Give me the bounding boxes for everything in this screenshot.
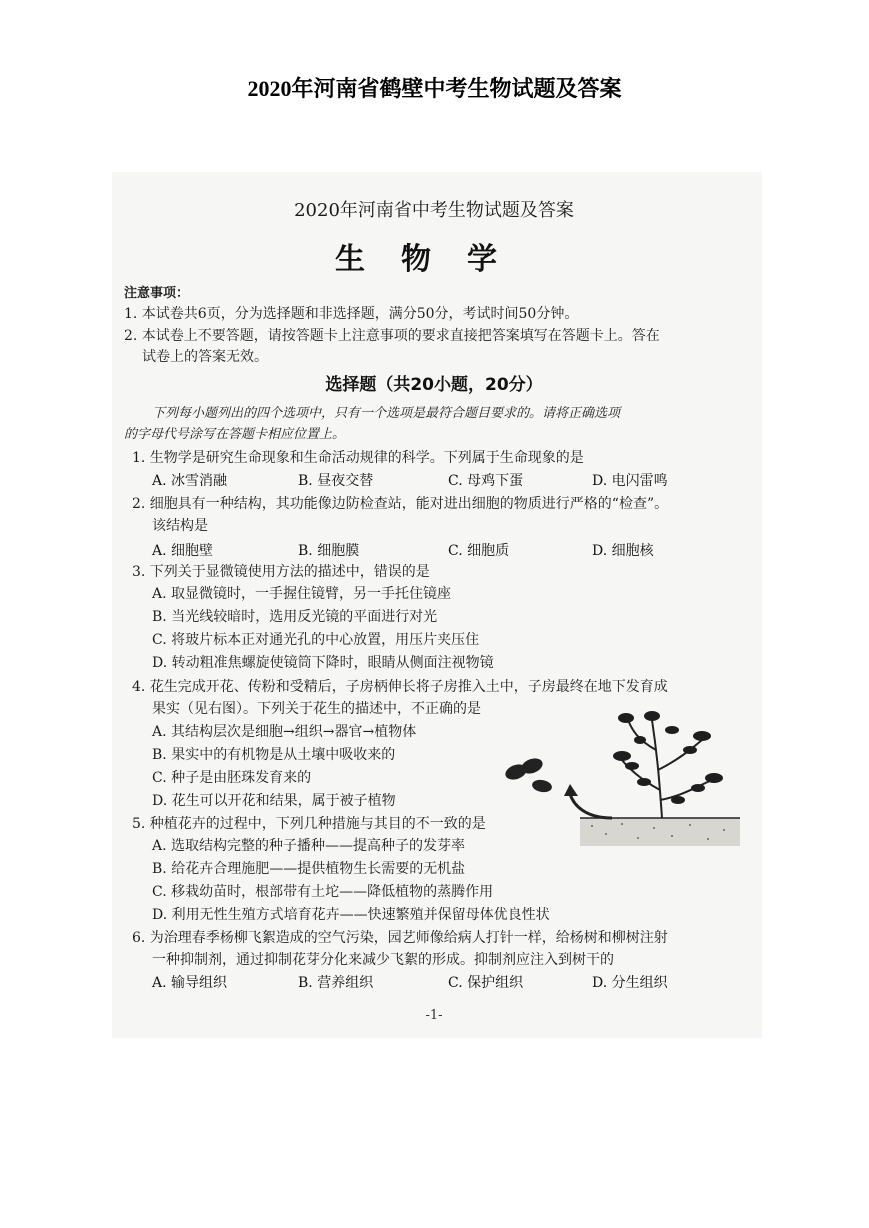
notice-item: 2. 本试卷上不要答题，请按答题卡上注意事项的要求直接把答案填写在答题卡上。答在 [124, 328, 660, 344]
page-number: -1- [425, 1008, 443, 1023]
peanut-pods [503, 756, 553, 794]
option-d: D. 分生组织 [592, 975, 668, 991]
instructions-line: 的字母代号涂写在答题卡相应位置上。 [124, 427, 346, 442]
exam-subtitle: 2020年河南省中考生物试题及答案 [294, 200, 574, 221]
question-4-stem: 4. 花生完成开花、传粉和受精后，子房柄伸长将子房推入土中，子房最终在地下发育成 [132, 679, 668, 695]
section-heading: 选择题（共20小题，20分） [325, 375, 543, 395]
question-3-option-d: D. 转动粗准焦螺旋使镜筒下降时，眼睛从侧面注视物镜 [152, 655, 494, 671]
question-3-option-c: C. 将玻片标本正对通光孔的中心放置，用压片夹压住 [152, 632, 480, 648]
question-2-stem: 该结构是 [152, 518, 208, 534]
question-3-option-a: A. 取显微镜时，一手握住镜臂，另一手托住镜座 [152, 586, 452, 602]
question-5-option-a: A. 选取结构完整的种子播种——提高种子的发芽率 [152, 838, 466, 854]
option-b: B. 细胞膜 [298, 543, 360, 559]
arrow-head [564, 784, 578, 796]
question-5-option-d: D. 利用无性生殖方式培育花卉——快速繁殖并保留母体优良性状 [152, 907, 550, 923]
question-5-stem: 5. 种植花卉的过程中，下列几种措施与其目的不一致的是 [132, 816, 486, 832]
scanned-exam-page [112, 172, 762, 1038]
option-c: C. 保护组织 [448, 975, 524, 991]
question-6-options [152, 972, 712, 992]
option-b: B. 昼夜交替 [298, 473, 374, 489]
notice-heading: 注意事项： [124, 286, 190, 301]
question-2-options [152, 540, 712, 560]
question-5-option-b: B. 给花卉合理施肥——提供植物生长需要的无机盐 [152, 861, 466, 877]
option-d: D. 电闪雷鸣 [592, 473, 668, 489]
question-4-option-a: A. 其结构层次是细胞→组织→器官→植物体 [152, 724, 417, 740]
soil-layer [580, 818, 740, 846]
question-6-stem: 一种抑制剂，通过抑制花芽分化来减少飞絮的形成。抑制剂应注入到树干的 [152, 952, 614, 968]
option-c: C. 细胞质 [448, 543, 510, 559]
option-b: B. 营养组织 [298, 975, 374, 991]
peanut-plant-figure [502, 700, 742, 850]
question-4-option-c: C. 种子是由胚珠发育来的 [152, 770, 312, 786]
question-4-option-d: D. 花生可以开花和结果，属于被子植物 [152, 793, 396, 809]
question-4-stem: 果实（见右图）。下列关于花生的描述中，不正确的是 [152, 701, 481, 717]
question-3-stem: 3. 下列关于显微镜使用方法的描述中，错误的是 [132, 564, 430, 580]
notice-item: 试卷上的答案无效。 [142, 349, 268, 365]
question-3-option-b: B. 当光线较暗时，选用反光镜的平面进行对光 [152, 609, 438, 625]
question-1-options [152, 470, 712, 490]
instructions-line: 下列每小题列出的四个选项中，只有一个选项是最符合题目要求的。请将正确选项 [152, 406, 621, 421]
document-title: 2020年河南省鹤壁中考生物试题及答案 [247, 76, 622, 101]
option-c: C. 母鸡下蛋 [448, 473, 524, 489]
question-2-stem: 2. 细胞具有一种结构，其功能像边防检查站，能对进出细胞的物质进行严格的“检查”。 [132, 496, 669, 512]
option-a: A. 输导组织 [152, 975, 228, 991]
question-1-stem: 1. 生物学是研究生命现象和生命活动规律的科学。下列属于生命现象的是 [132, 450, 584, 466]
notice-item: 1. 本试卷共6页，分为选择题和非选择题，满分50分，考试时间50分钟。 [124, 306, 579, 322]
option-a: A. 冰雪消融 [152, 473, 228, 489]
question-6-stem: 6. 为治理春季杨柳飞絮造成的空气污染，园艺师像给病人打针一样，给杨树和柳树注射 [132, 930, 668, 946]
option-a: A. 细胞壁 [152, 543, 214, 559]
option-d: D. 细胞核 [592, 543, 654, 559]
question-5-option-c: C. 移栽幼苗时，根部带有土坨——降低植物的蒸腾作用 [152, 884, 494, 900]
exam-subject: 生物学 [335, 242, 533, 277]
arrow-curve [570, 794, 612, 818]
question-4-option-b: B. 果实中的有机物是从土壤中吸收来的 [152, 747, 396, 763]
